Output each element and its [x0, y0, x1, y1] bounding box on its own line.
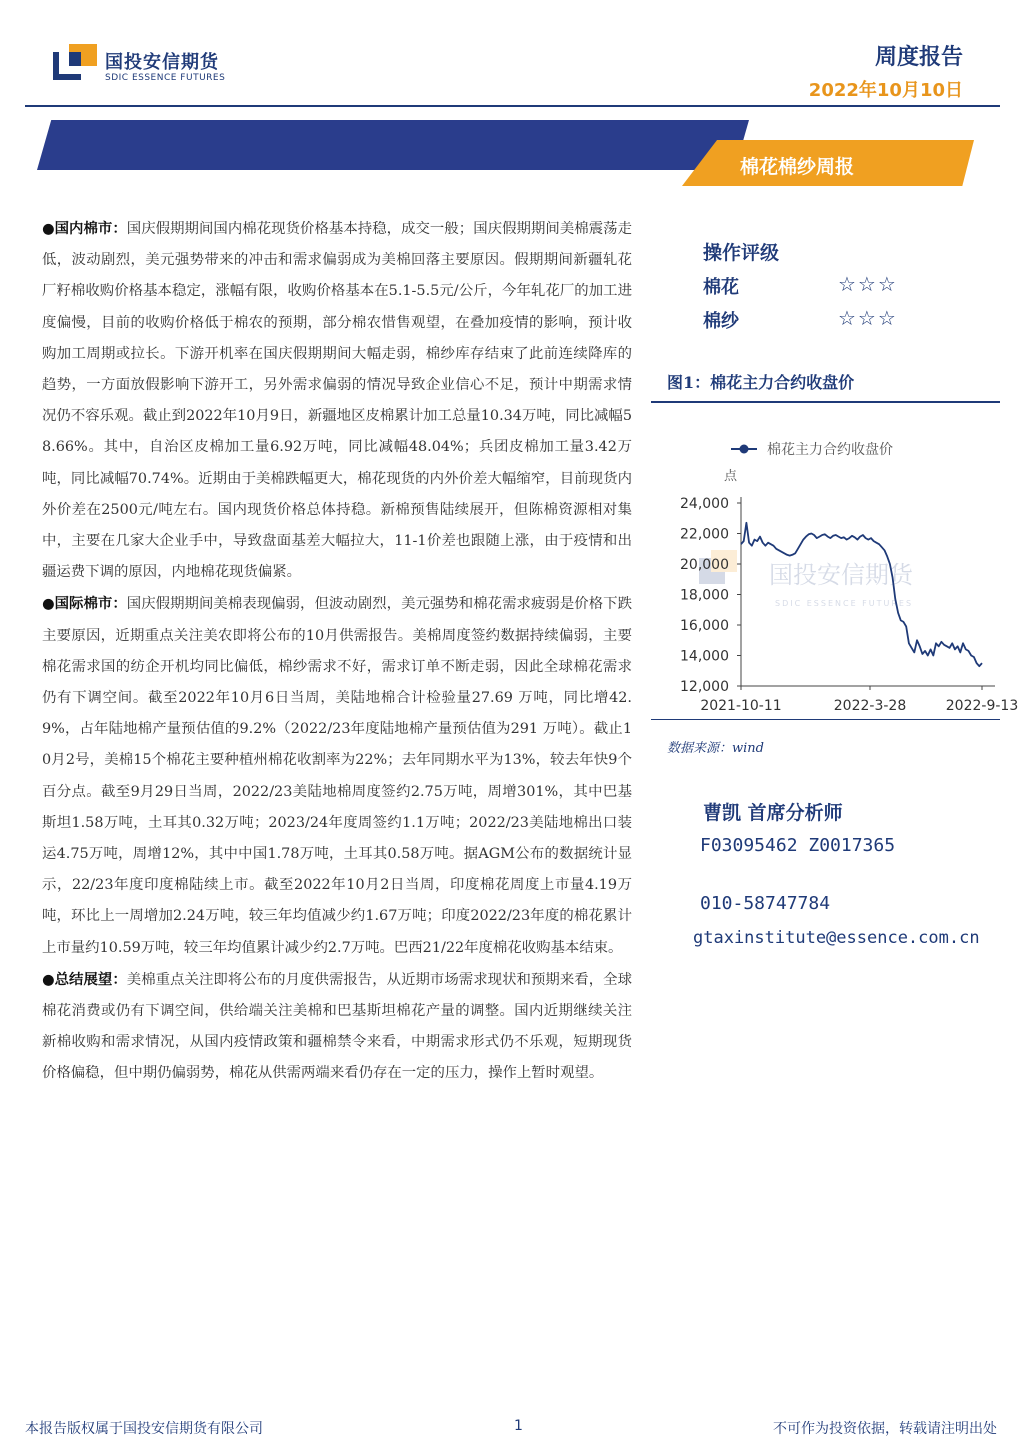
- data-source: 数据来源：wind: [667, 741, 764, 756]
- analyst-license: F03095462 Z0017365: [700, 835, 896, 856]
- chart-watermark: [699, 550, 915, 608]
- rating-item-yarn: 棉纱: [703, 311, 739, 332]
- company-name-cn: 国投安信期货: [105, 52, 219, 73]
- paragraph-label: 总结展望：: [54, 970, 127, 988]
- company-name-en: SDIC ESSENCE FUTURES: [105, 73, 226, 83]
- bullet-icon: ●: [42, 596, 55, 613]
- paragraph-label: 国内棉市：: [54, 220, 127, 237]
- y-tick-label: 18,000: [680, 587, 729, 604]
- figure-top-rule: [651, 401, 1000, 403]
- y-tick-label: 20,000: [680, 557, 729, 573]
- report-date: 2022年10月10日: [808, 80, 963, 101]
- rating-stars-cotton: ☆☆☆: [838, 272, 898, 296]
- legend-marker: [740, 445, 749, 454]
- figure-bottom-rule: [651, 719, 1000, 720]
- report-title: 棉花棉纱周报: [740, 156, 855, 178]
- y-tick-label: 12,000: [680, 679, 729, 695]
- rating-item-cotton: 棉花: [703, 277, 739, 298]
- series-line: [741, 523, 982, 666]
- paragraph-international: [42, 588, 632, 963]
- y-tick-label: 14,000: [680, 648, 729, 665]
- rating-stars-yarn: ☆☆☆: [838, 306, 898, 330]
- paragraph-label: 国际棉市：: [54, 595, 127, 613]
- footer-copyright: 本报告版权属于国投安信期货有限公司: [25, 1421, 263, 1437]
- paragraph-domestic: [42, 213, 632, 588]
- main-text-column: [42, 213, 632, 1090]
- company-logo-icon: [53, 44, 97, 82]
- x-tick-label: 2021-10-11: [700, 698, 782, 714]
- header-divider: [25, 105, 1000, 107]
- paragraph-text: 美棉重点关注即将公布的月度供需报告，从近期市场需求现状和预期来看，全球棉花消费或仍有下调空间，供给端关注美棉和巴基斯坦棉花产量的调整。国内近期继续关注新棉收购和需求情况，从国内疫情政策和疆棉禁令来看，中期需求形式仍不乐观，短期现货价格偏稳，但中期仍偏弱势，棉花从供需两端来看仍存在一定的压力，操作上暂时观望。: [42, 971, 632, 1082]
- paragraph-text: 国庆假期期间国内棉花现货价格基本持稳，成交一般；国庆假期期间美棉震荡走低，波动剧烈，美元强势带来的冲击和需求偏弱成为美棉回落主要原因。假期期间新疆轧花厂籽棉收购价格基本稳定，涨幅有限，收购价格基本在5.1-5.5元/公斤，今年轧花厂的加工进度偏慢，目前的收购价格低于棉农的预期，部分棉农惜售观望，在叠加疫情的影响，预计收购加工周期或拉长。下游开机率在国庆假期期间大幅走弱，棉纱库存结束了此前连续降库的趋势，一方面放假影响下游开工，另外需求偏弱的情况导致企业信心不足，预计中期需求情况仍不容乐观。截止到2022年10月9日，新疆地区皮棉累计加工总量10.34万吨，同比减幅58.66%。其中，自治区皮棉加工量6.92万吨，同比减幅48.04%；兵团皮棉加工量3.42万吨，同比减幅70.74%。近期由于美棉跌幅更大，棉花现货的内外价差大幅缩窄，目前现货内外价差在2500元/吨左右。国内现货价格总体持稳。新棉预售陆续展开，但陈棉资源相对集中，主要在几家大企业手中，导致盘面基差大幅拉大，11-1价差也跟随上涨，由于疫情和出疆运费下调的原因，内地棉花现货偏紧。: [42, 221, 632, 581]
- chart-legend: [731, 441, 893, 458]
- analyst-email[interactable]: gtaxinstitute@essence.com.cn: [693, 928, 980, 948]
- x-tick-label: 2022-9-13: [945, 698, 1019, 714]
- y-tick-label: 24,000: [680, 496, 729, 512]
- rating-title: 操作评级: [703, 242, 780, 264]
- bullet-icon: ●: [42, 971, 55, 988]
- analyst-name: 曹凯 首席分析师: [703, 802, 843, 824]
- y-tick-label: 16,000: [680, 618, 729, 634]
- price-line-chart: [651, 405, 1019, 717]
- x-tick-label: 2022-3-28: [833, 698, 907, 714]
- legend-label: 棉花主力合约收盘价: [767, 442, 893, 458]
- figure-title: 图1：棉花主力合约收盘价: [667, 373, 855, 392]
- title-banner: [37, 120, 749, 170]
- paragraph-text: 国庆假期期间美棉表现偏弱，但波动剧烈，美元强势和棉花需求疲弱是价格下跌主要原因，近期重点关注美农即将公布的10月供需报告。美棉周度签约数据持续偏弱，主要棉花需求国的纺企开机均同比偏低，棉纱需求不好，需求订单不断走弱，因此全球棉花需求仍有下调空间。截至2022年10月6日当周，美陆地棉合计检验量27.69 万吨，同比增42.9%，占年陆地棉产量预估值的9.2%（2022/23年度陆地棉产量预估值为291 万吨）。截止10月2号，美棉15个棉花主要种植州棉花收割率为22%；去年同期水平为13%，较去年快9个百分点。截至9月29日当周，2022/23美陆地棉周度签约2.75万吨，周增301%，其中巴基斯坦1.58万吨，土耳其0.32万吨；2023/24年度周签约1.1万吨；2022/23美陆地棉出口装运4.75万吨，周增12%，其中中国1.78万吨，土耳其0.58万吨。据AGM公布的数据统计显示，22/23年度印度棉陆续上市。截至2022年10月2日当周，印度棉花周度上市量4.19万吨，环比上一周增加2.24万吨，较三年均值减少约1.67万吨；印度2022/23年度的棉花累计上市量约10.59万吨，较三年均值累计减少约2.7万吨。巴西21/22年度棉花收购基本结束。: [42, 596, 632, 956]
- page-number: 1: [514, 1418, 523, 1434]
- bullet-icon: ●: [42, 221, 55, 237]
- paragraph-outlook: [42, 964, 632, 1090]
- y-tick-label: 22,000: [680, 526, 729, 543]
- footer-disclaimer: 不可作为投资依据，转载请注明出处: [773, 1421, 997, 1437]
- watermark-text: 国投安信期货: [769, 561, 913, 589]
- watermark-text-en: SDIC ESSENCE FUTURES: [775, 599, 914, 608]
- y-unit-label: 点: [724, 469, 738, 484]
- report-type: 周度报告: [874, 45, 963, 70]
- analyst-phone: 010-58747784: [700, 893, 831, 914]
